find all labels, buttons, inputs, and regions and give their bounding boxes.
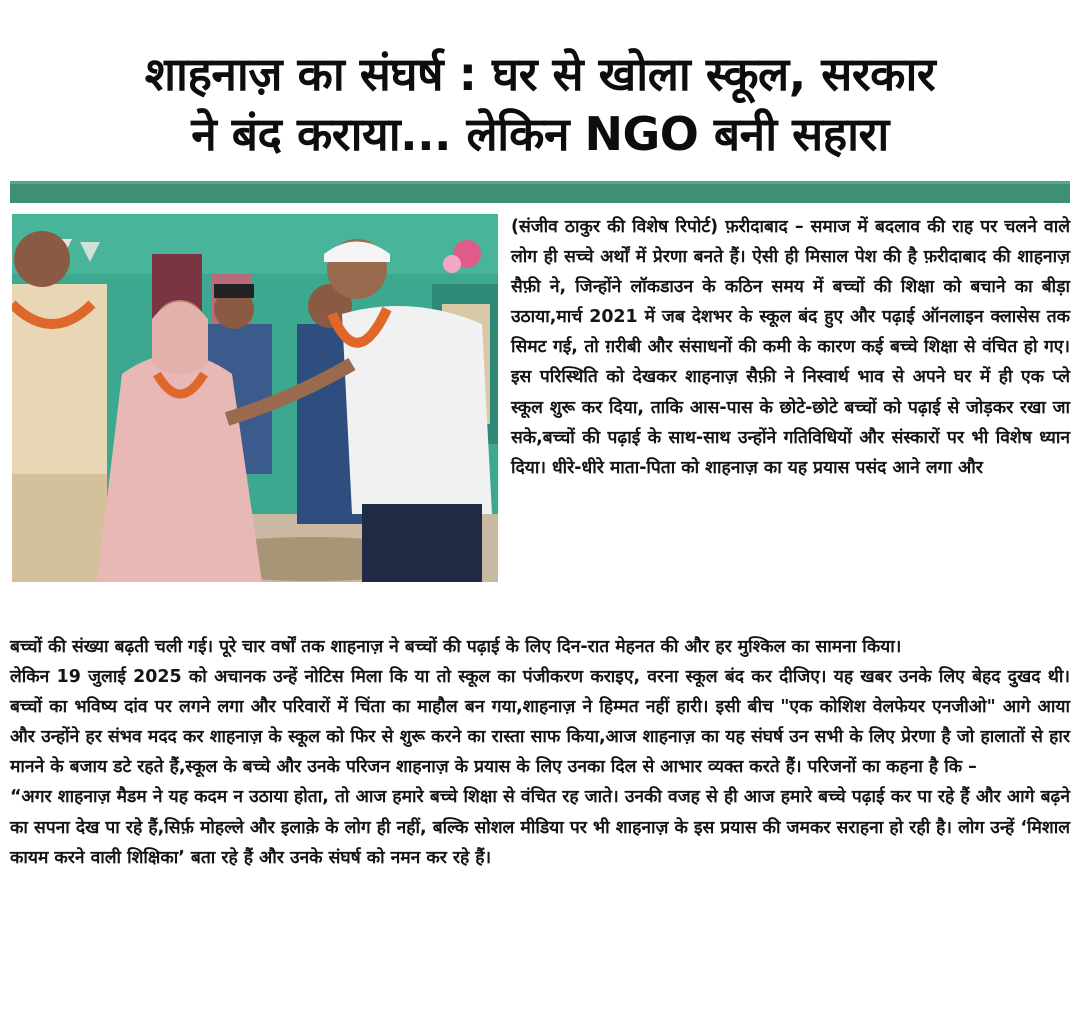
headline-line-1: शाहनाज़ का संघर्ष : घर से खोला स्कूल, सरकार <box>144 47 936 101</box>
article-intro-column: (संजीव ठाकुर की विशेष रिपोर्ट) फ़रीदाबाद – समाज में बदलाव की राह पर चलने वाले लोग ही सच्चे अर्थों में प्रेरणा बनते हैं। ऐसी ही मिसाल पेश की है फ़रीदाबाद की शाहनाज़ सैफ़ी ने, जिन्होंने लॉकडाउन के कठिन समय में बच्चों की शिक्षा को बचाने का बीड़ा उठाया,मार्च 2021 में जब देशभर के स्कूल बंद हुए और पढ़ाई ऑनलाइन क्लासेस तक सिमट गई, तो ग़रीबी और संसाधनों की कमी के कारण कई बच्चे शिक्षा से वंचित हो गए। इस परिस्थिति को देखकर शाहनाज़ सैफ़ी ने निस्वार्थ भाव से अपने घर में ही एक प्ले स्कूल शुरू कर दिया, ताकि आस-पास के छोटे-छोटे बच्चों को पढ़ाई से जोड़कर रखा जा सके,बच्चों की पढ़ाई के साथ-साथ उन्होंने गतिविधियों और संस्कारों पर भी विशेष ध्यान दिया। धीरे-धीरे माता-पिता को शाहनाज़ का यह प्रयास पसंद आने लगा और <box>511 217 1070 478</box>
article-headline <box>0 44 1080 164</box>
headline-line-2: ने बंद कराया... लेकिन NGO बनी सहारा <box>191 107 889 161</box>
article-photo <box>12 214 498 582</box>
article-body <box>10 632 1070 873</box>
article-paragraph-1: बच्चों की संख्या बढ़ती चली गई। पूरे चार वर्षों तक शाहनाज़ ने बच्चों की पढ़ाई के लिए दिन-रात मेहनत की और हर मुश्किल का सामना किया। <box>10 637 902 657</box>
article-paragraph-3: “अगर शाहनाज़ मैडम ने यह कदम न उठाया होता, तो आज हमारे बच्चे शिक्षा से वंचित रह जाते। उनकी वजह से ही आज हमारे बच्चे पढ़ाई कर पा रहे हैं और आगे बढ़ने का सपना देख पा रहे हैं,सिर्फ़ मोहल्ले और इलाक़े के लोग ही नहीं, बल्कि सोशल मीडिया पर भी शाहनाज़ के इस प्रयास की जमकर सराहना हो रही है। लोग उन्हें ‘मिशाल कायम करने वाली शिक्षिका’ बता रहे हैं और उनके संघर्ष को नमन कर रहे हैं। <box>10 787 1070 868</box>
article-paragraph-2: लेकिन 19 जुलाई 2025 को अचानक उन्हें नोटिस मिला कि या तो स्कूल का पंजीकरण कराइए, वरना स्कूल बंद कर दीजिए। यह खबर उनके लिए बेहद दुखद थी। बच्चों का भविष्य दांव पर लगने लगा और परिवारों में चिंता का माहौल बन गया,शाहनाज़ ने हिम्मत नहीं हारी। इसी बीच "एक कोशिश वेलफेयर एनजीओ" आगे आया और उन्होंने हर संभव मदद कर शाहनाज़ के स्कूल को फिर से शुरू करने का रास्ता साफ किया,आज शाहनाज़ का यह संघर्ष उन सभी के लिए प्रेरणा है जो हालातों से हार मानने के बजाय डटे रहते हैं,स्कूल के बच्चे और उनके परिजन शाहनाज़ के प्रयास के लिए उनका दिल से आभार व्यक्त करते हैं। परिजनों का कहना है कि – <box>10 667 1070 778</box>
headline-divider-bar <box>10 181 1070 203</box>
